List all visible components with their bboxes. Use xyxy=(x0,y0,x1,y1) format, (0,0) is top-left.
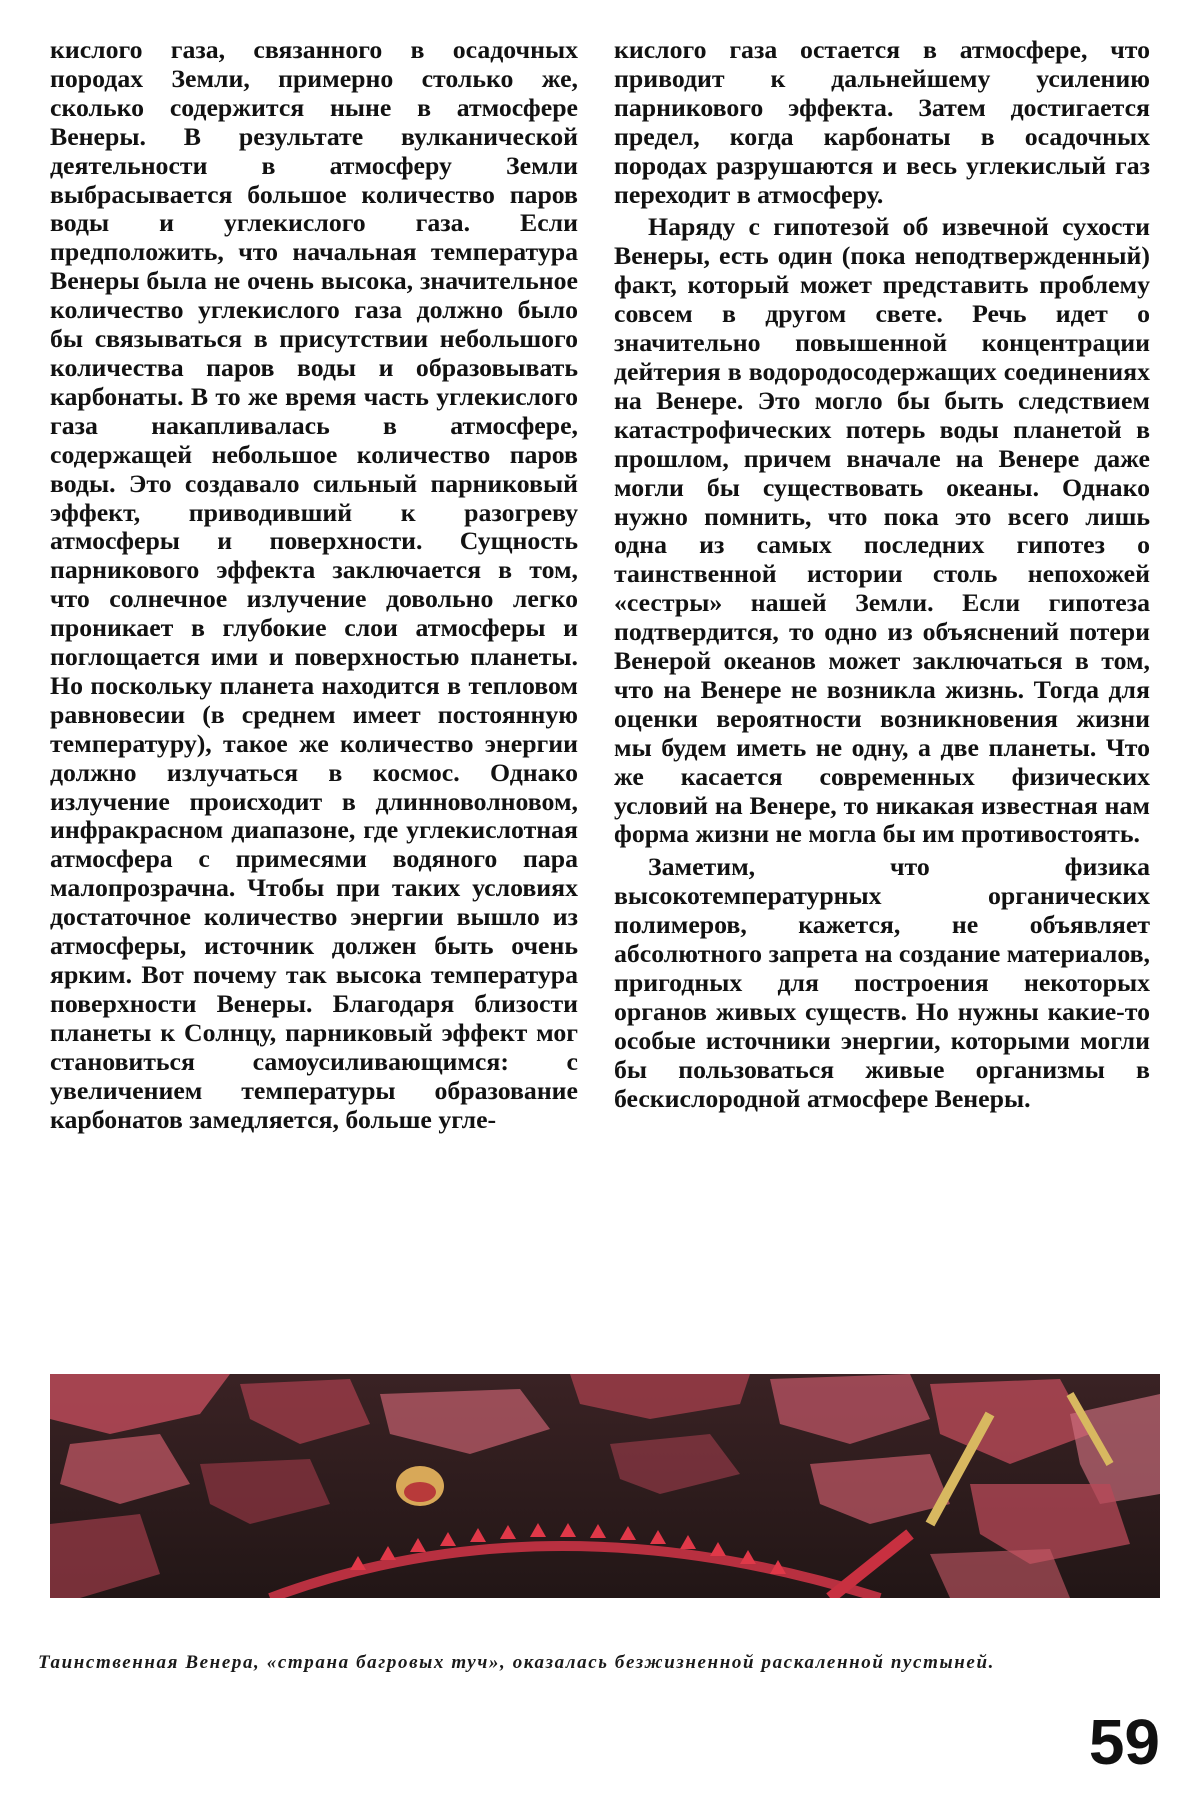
right-text-column xyxy=(614,36,1150,1114)
venus-surface-photo xyxy=(50,1374,1160,1598)
venus-surface-illustration xyxy=(50,1374,1160,1598)
photo-caption: Таинственная Венера, «страна багровых туч», оказалась безжизненной раскаленной пустыней. xyxy=(38,1652,995,1673)
left-paragraph-1: кислого газа, связанного в осадочных породах Земли, примерно столько же, сколько содержится ныне в атмосфере Венеры. В результате вулканической деятельности в атмосферу Земли выбрасывается большое количество паров воды и углекислого газа. Если предположить, что начальная температура Венеры была не очень высока, значительное количество углекислого газа должно было бы связываться в присутствии небольшого количества паров воды и образовывать карбонаты. В то же время часть углекислого газа накапливалась в атмосфере, содержащей небольшое количество паров воды. Это создавало сильный парниковый эффект, приводивший к разогреву атмосферы и поверхности. Сущность парникового эффекта заключается в том, что солнечное излучение довольно легко проникает в глубокие слои атмосферы и поглощается ими и поверхностью планеты. Но поскольку планета находится в тепловом равновесии (в среднем имеет постоянную температуру), такое же количество энергии должно излучаться в космос. Однако излучение происходит в длинноволновом, инфракрасном диапазоне, где углекислотная атмосфера с примесями водяного пара малопрозрачна. Чтобы при таких условиях достаточное количество энергии вышло из атмосферы, источник должен быть очень ярким. Вот почему так высока температура поверхности Венеры. Благодаря близости планеты к Солнцу, парниковый эффект мог становиться самоусиливающимся: с увеличением температуры образование карбонатов замедляется, больше угле- xyxy=(50,35,578,1134)
left-text-column xyxy=(50,36,578,1134)
right-paragraph-3: Заметим, что физика высокотемпературных органических полимеров, кажется, не объявляет абсолютного запрета на создание материалов, пригодных для построения некоторых органов живых существ. Но нужны какие-то особые источники энергии, которыми могли бы пользоваться живые организмы в бескислородной атмосфере Венеры. xyxy=(614,852,1150,1113)
right-paragraph-1: кислого газа остается в атмосфере, что приводит к дальнейшему усилению парникового эффекта. Затем достигается предел, когда карбонаты в осадочных породах разрушаются и весь углекислый газ переходит в атмосферу. xyxy=(614,35,1150,209)
right-paragraph-2: Наряду с гипотезой об извечной сухости Венеры, есть один (пока неподтвержденный) факт, который может представить проблему совсем в другом свете. Речь идет о значительно повышенной концентрации дейтерия в водородосодержащих соединениях на Венере. Это могло бы быть следствием катастрофических потерь воды планетой в прошлом, причем вначале на Венере даже могли бы существовать океаны. Однако нужно помнить, что пока это всего лишь одна из самых последних гипотез о таинственной истории столь непохожей «сестры» нашей Земли. Если гипотеза подтвердится, то одно из объяснений потери Венерой океанов может заключаться в том, что на Венере не возникла жизнь. Тогда для оценки вероятности возникновения жизни мы будем иметь не одну, а две планеты. Что же касается современных физических условий на Венере, то никакая известная нам форма жизни не могла бы им противостоять. xyxy=(614,212,1150,849)
page-number: 59 xyxy=(1088,1706,1160,1778)
